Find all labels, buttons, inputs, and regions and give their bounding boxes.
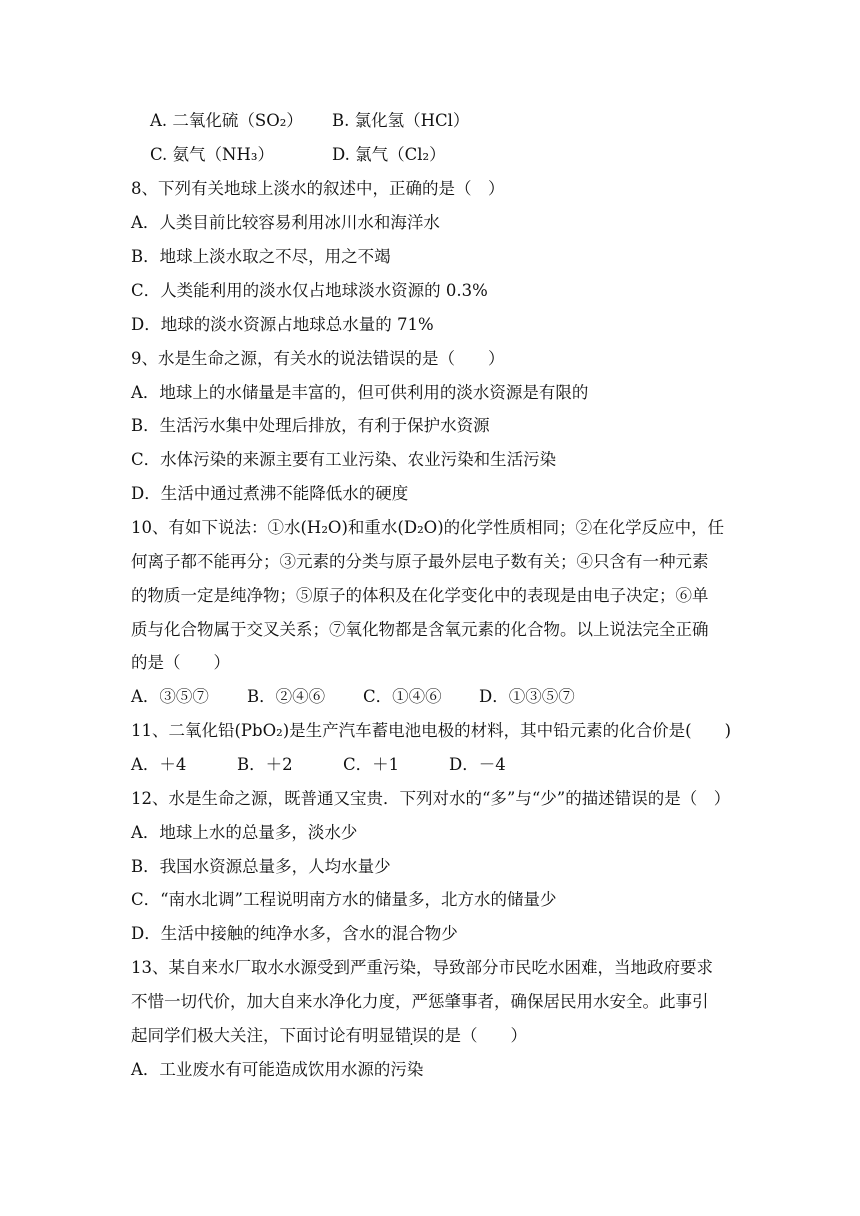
q12-option-d: D．生活中接触的纯净水多，含水的混合物少 (131, 924, 458, 943)
q11-options (131, 754, 506, 776)
q13-stem-line-3 (131, 1025, 527, 1047)
q9-option-a: A．地球上的水储量是丰富的，但可供利用的淡水资源是有限的 (131, 383, 589, 402)
q13-stem-line-1: 13、某自来水厂取水水源受到严重污染，导致部分市民吃水困难，当地政府要求 (131, 958, 713, 977)
q11-option-a: A．＋4 (131, 755, 187, 774)
q7-option-d: D. 氯气（Cl₂） (332, 145, 446, 164)
q11-option-d: D．－4 (449, 755, 506, 774)
q9-option-d: D．生活中通过煮沸不能降低水的硬度 (131, 484, 409, 503)
q12-stem: 12、水是生命之源，既普通又宝贵．下列对水的“多”与“少”的描述错误的是（ ） (131, 789, 731, 808)
q7-options-row-2 (150, 144, 446, 166)
q10-options (131, 686, 575, 708)
q7-options-row-1 (150, 110, 469, 132)
q8-option-a: A．人类目前比较容易利用冰川水和海洋水 (131, 213, 440, 232)
q13-stem-line-3-post: 的是（ ） (428, 1026, 527, 1045)
q10-option-a: A．③⑤⑦ (131, 687, 209, 706)
q13-stem-line-2: 不惜一切代价，加大自来水净化力度，严惩肇事者，确保居民用水安全。此事引 (131, 992, 709, 1011)
q12-option-a: A．地球上水的总量多，淡水少 (131, 823, 358, 842)
q9-stem: 9、水是生命之源，有关水的说法错误的是（ ） (131, 349, 505, 368)
q10-stem-line-3: 的物质一定是纯净物；⑤原子的体积及在化学变化中的表现是由电子决定；⑥单 (131, 586, 709, 605)
q12-option-c: C．“南水北调”工程说明南方水的储量多，北方水的储量少 (131, 890, 557, 909)
q8-stem: 8、下列有关地球上淡水的叙述中，正确的是（ ） (131, 179, 505, 198)
q11-stem: 11、二氧化铅(PbO₂)是生产汽车蓄电池电极的材料，其中铅元素的化合价是( ) (131, 721, 732, 740)
q12-option-b: B．我国水资源总量多，人均水量少 (131, 857, 391, 876)
q7-option-b: B. 氯化氢（HCl） (332, 111, 470, 130)
q7-option-a: A. 二氧化硫（SO₂） (150, 111, 303, 130)
q10-stem-line-4: 质与化合物属于交叉关系；⑦氧化物都是含氧元素的化合物。以上说法完全正确 (131, 620, 709, 639)
q9-option-c: C．水体污染的来源主要有工业污染、农业污染和生活污染 (131, 450, 557, 469)
q8-option-c: C．人类能利用的淡水仅占地球淡水资源的 0.3% (131, 281, 488, 300)
q11-option-c: C．＋1 (343, 755, 400, 774)
q13-option-a: A．工业废水有可能造成饮用水源的污染 (131, 1060, 424, 1079)
q10-option-b: B．②④⑥ (247, 687, 326, 706)
q10-stem-line-1: 10、有如下说法：①水(H₂O)和重水(D₂O)的化学性质相同；②在化学反应中，任 (131, 518, 725, 537)
q7-option-c: C. 氨气（NH₃） (150, 145, 274, 164)
q10-stem-line-5: 的是（ ） (131, 653, 230, 672)
q13-emphasis-dotted: 错误 (395, 1026, 428, 1045)
q10-option-d: D．①③⑤⑦ (479, 687, 575, 706)
q8-option-b: B．地球上淡水取之不尽，用之不竭 (131, 247, 391, 266)
q11-option-b: B．＋2 (237, 755, 293, 774)
q10-option-c: C．①④⑥ (363, 687, 442, 706)
q13-stem-line-3-pre: 起同学们极大关注，下面讨论有明显 (131, 1026, 395, 1045)
q8-option-d: D．地球的淡水资源占地球总水量的 71% (131, 315, 434, 334)
q10-stem-line-2: 何离子都不能再分；③元素的分类与原子最外层电子数有关；④只含有一种元素 (131, 552, 709, 571)
q9-option-b: B．生活污水集中处理后排放，有利于保护水资源 (131, 416, 490, 435)
